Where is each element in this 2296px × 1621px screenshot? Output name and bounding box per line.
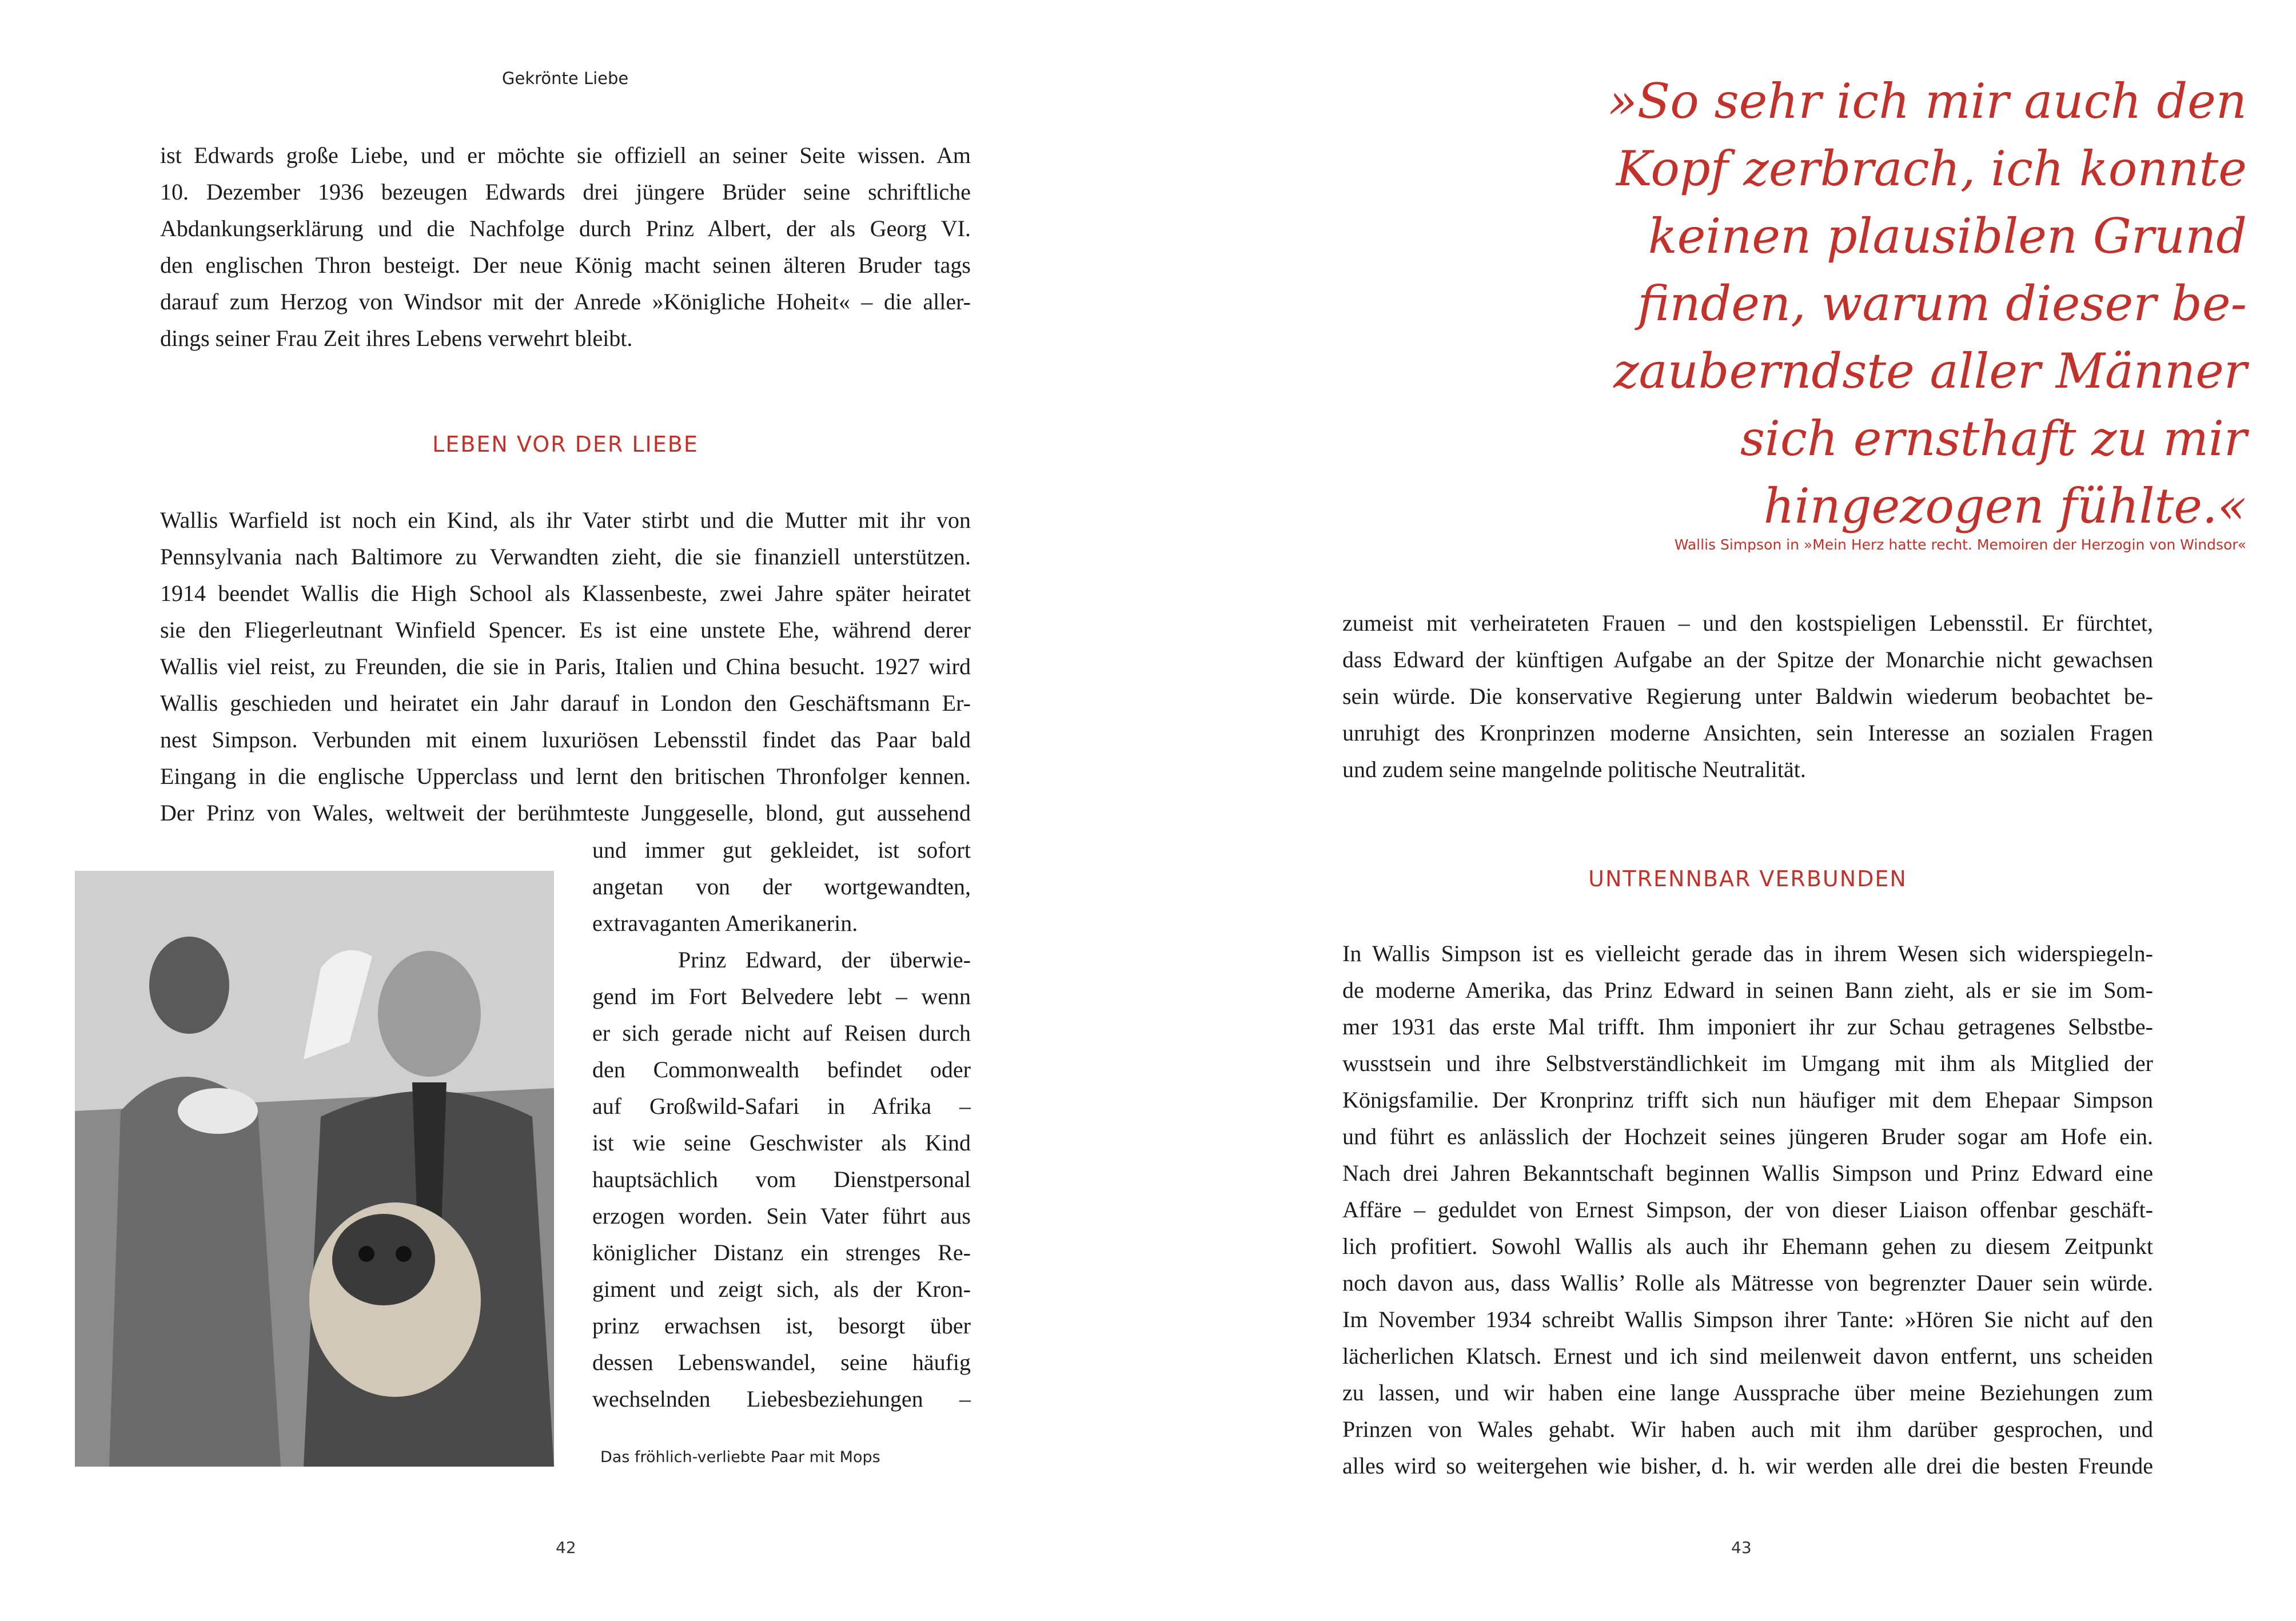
- text-line: Prinzen von Wales gehabt. Wir haben auch mit ihm darüber gesprochen, und: [1342, 1416, 2153, 1442]
- continuation-paragraph: [1342, 605, 2153, 788]
- quote-attribution: Wallis Simpson in »Mein Herz hatte recht. Memoiren der Herzogin von Windsor«: [1674, 536, 2246, 553]
- text-line: wusstsein und ihre Selbstverständlichkeit im Umgang mit ihm als Mitglied der: [1342, 1050, 2153, 1076]
- quote-line: zauberndste aller Männer: [1613, 343, 2247, 399]
- text-line: Affäre – geduldet von Ernest Simpson, der von dieser Liaison offenbar geschäft-: [1342, 1197, 2153, 1222]
- text-line: er sich gerade nicht auf Reisen durch: [592, 1020, 971, 1046]
- text-line: Königsfamilie. Der Kronprinz trifft sich nun häufiger mit dem Ehepaar Simpson: [1342, 1087, 2153, 1113]
- text-line: Im November 1934 schreibt Wallis Simpson ihrer Tante: »Hören Sie nicht auf den: [1342, 1307, 2153, 1332]
- text-line: de moderne Amerika, das Prinz Edward in seinen Bann zieht, als er sie im Som-: [1342, 977, 2153, 1003]
- text-line: giment und zeigt sich, als der Kron-: [592, 1276, 971, 1302]
- quote-line: Kopf zerbrach, ich konnte: [1616, 141, 2247, 197]
- text-line: 1914 beendet Wallis die High School als Klassenbeste, zwei Jahre später heiratet: [160, 580, 971, 606]
- photo-caption: Das fröhlich-verliebte Paar mit Mops: [600, 1448, 880, 1466]
- quote-line: sich ernsthaft zu mir: [1740, 411, 2247, 467]
- quote-line: keinen plausiblen Grund: [1648, 208, 2247, 264]
- text-line: Wallis Warfield ist noch ein Kind, als ihr Vater stirbt und die Mutter mit ihr von: [160, 507, 971, 533]
- text-line: alles wird so weitergehen wie bisher, d. h. wir werden alle drei die besten Freunde: [1342, 1453, 2153, 1479]
- text-line: Prinz Edward, der überwie-: [678, 947, 971, 973]
- text-line: 10. Dezember 1936 bezeugen Edwards drei jüngere Brüder seine schriftliche: [160, 179, 971, 205]
- text-line: ist Edwards große Liebe, und er möchte sie offiziell an seiner Seite wissen. Am: [160, 142, 971, 168]
- quote-line: »So sehr ich mir auch den: [1608, 73, 2247, 129]
- couple-with-pug-photo: [75, 871, 554, 1467]
- text-line: Eingang in die englische Upperclass und lernt den britischen Thronfolger kennen.: [160, 763, 971, 789]
- text-line: königlicher Distanz ein strenges Re-: [592, 1240, 971, 1265]
- text-line: lich profitiert. Sowohl Wallis als auch ihr Ehemann gehen zu diesem Zeitpunkt: [1342, 1233, 2153, 1259]
- text-line: darauf zum Herzog von Windsor mit der Anrede »Königliche Hoheit« – die aller-: [160, 289, 971, 314]
- intro-paragraph: [160, 137, 971, 357]
- text-line: sie den Fliegerleutnant Winfield Spencer. Es ist eine unstete Ehe, während derer: [160, 617, 971, 643]
- text-line: Wallis viel reist, zu Freunden, die sie in Paris, Italien und China besucht. 1927 wird: [160, 654, 971, 679]
- text-line: den Commonwealth befindet oder: [592, 1057, 971, 1082]
- text-line: Nach drei Jahren Bekanntschaft beginnen Wallis Simpson und Prinz Edward eine: [1342, 1160, 2153, 1186]
- text-line: den englischen Thron besteigt. Der neue König macht seinen älteren Bruder tags: [160, 252, 971, 278]
- text-line: Der Prinz von Wales, weltweit der berühmteste Junggeselle, blond, gut aussehend: [160, 800, 971, 826]
- text-line: erzogen worden. Sein Vater führt aus: [592, 1203, 971, 1229]
- section-heading-leben: LEBEN VOR DER LIEBE: [432, 432, 699, 457]
- text-line: sein würde. Die konservative Regierung unter Baldwin wiederum beobachtet be-: [1342, 683, 2153, 709]
- text-line: und immer gut gekleidet, ist sofort: [592, 837, 971, 863]
- body-paragraph-right: [1342, 935, 2153, 1484]
- pull-quote: [1544, 67, 2247, 540]
- text-line: hauptsächlich vom Dienstpersonal: [592, 1166, 971, 1192]
- text-line: extravaganten Amerikanerin.: [592, 910, 858, 936]
- text-line: noch davon aus, dass Wallis’ Rolle als Mätresse von begrenzter Dauer sein würde.: [1342, 1270, 2153, 1296]
- column-paragraph: [592, 832, 971, 1417]
- text-line: zumeist mit verheirateten Frauen – und den kostspieligen Lebensstil. Er fürchtet,: [1342, 610, 2153, 636]
- section-heading-untrennbar: UNTRENNBAR VERBUNDEN: [1588, 866, 1907, 891]
- text-line: Wallis geschieden und heiratet ein Jahr darauf in London den Geschäftsmann Er-: [160, 690, 971, 716]
- text-line: nest Simpson. Verbunden mit einem luxuriösen Lebensstil findet das Paar bald: [160, 727, 971, 752]
- text-line: mer 1931 das erste Mal trifft. Ihm imponiert ihr zur Schau getragenes Selbstbe-: [1342, 1014, 2153, 1039]
- text-line: lächerlichen Klatsch. Ernest und ich sind meilenweit davon entfernt, uns scheiden: [1342, 1343, 2153, 1369]
- text-line: ist wie seine Geschwister als Kind: [592, 1130, 971, 1156]
- text-line: zu lassen, und wir haben eine lange Aussprache über meine Beziehungen zum: [1342, 1380, 2153, 1405]
- text-line: dessen Lebenswandel, seine häufig: [592, 1349, 971, 1375]
- text-line: gend im Fort Belvedere lebt – wenn: [592, 983, 971, 1009]
- text-line: prinz erwachsen ist, besorgt über: [592, 1313, 971, 1339]
- text-line: angetan von der wortgewandten,: [592, 874, 971, 899]
- page-number-left: 42: [556, 1538, 576, 1557]
- text-line: und zudem seine mangelnde politische Neutralität.: [1342, 756, 1806, 782]
- text-line: dings seiner Frau Zeit ihres Lebens verwehrt bleibt.: [160, 325, 633, 351]
- text-line: auf Großwild-Safari in Afrika –: [592, 1093, 971, 1119]
- text-line: und führt es anlässlich der Hochzeit seines jüngeren Bruder sogar am Hofe ein.: [1342, 1124, 2153, 1149]
- quote-line: finden, warum dieser be-: [1637, 276, 2247, 332]
- running-head: Gekrönte Liebe: [502, 69, 629, 88]
- page-number-right: 43: [1731, 1538, 1752, 1557]
- text-line: dass Edward der künftigen Aufgabe an der Spitze der Monarchie nicht gewachsen: [1342, 647, 2153, 672]
- text-line: unruhigt des Kronprinzen moderne Ansichten, sein Interesse an sozialen Fragen: [1342, 720, 2153, 746]
- body-paragraph: [160, 502, 971, 831]
- text-line: wechselnden Liebesbeziehungen –: [592, 1386, 971, 1412]
- text-line: Abdankungserklärung und die Nachfolge durch Prinz Albert, der als Georg VI.: [160, 216, 971, 241]
- text-line: In Wallis Simpson ist es vielleicht gerade das in ihrem Wesen sich widerspiegeln-: [1342, 941, 2153, 966]
- text-line: Pennsylvania nach Baltimore zu Verwandten zieht, die sie finanziell unterstützen.: [160, 544, 971, 569]
- quote-line: hingezogen fühlte.«: [1763, 478, 2247, 534]
